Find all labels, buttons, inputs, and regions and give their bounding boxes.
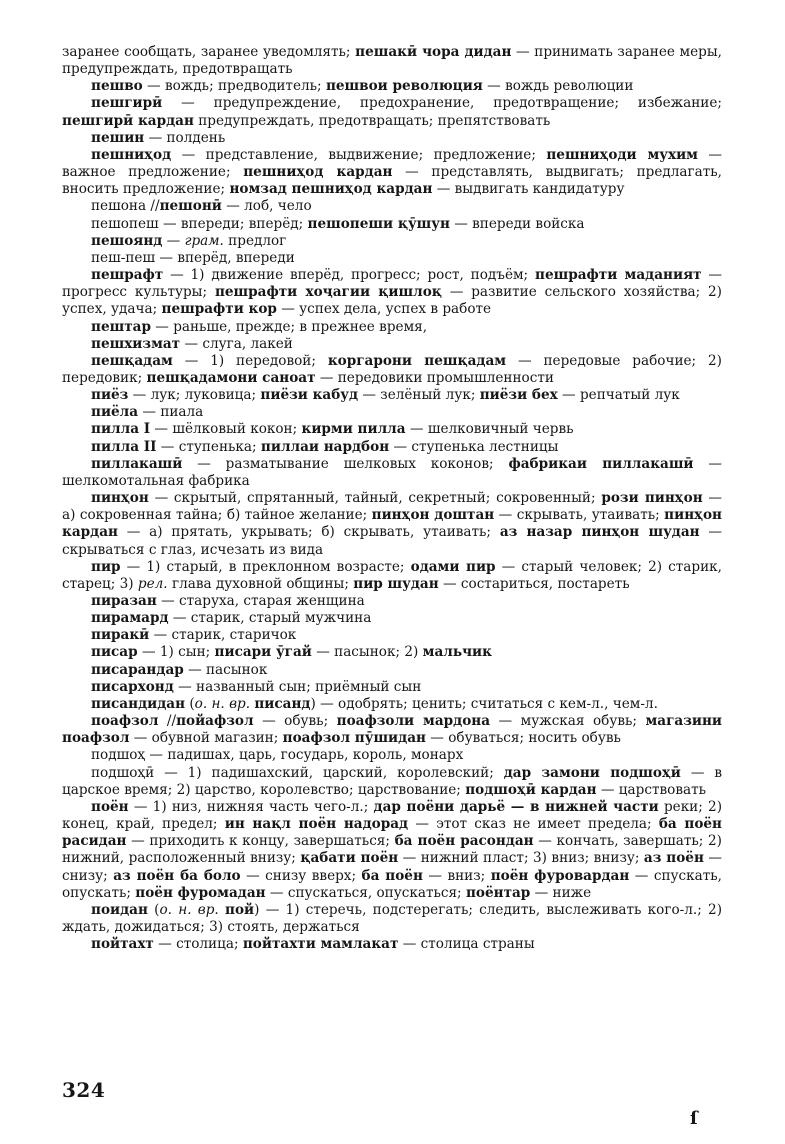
headword: пешрафти хоҷагии қишлоқ (214, 284, 442, 301)
definition-text: — разматывание шелковых коконов; (182, 455, 509, 472)
definition-text: — скрытый, спрятанный, тайный, секретный; сокровенный; (148, 490, 602, 507)
definition-text: — снизу вверх; (240, 867, 362, 884)
headword: пилла II (91, 438, 157, 455)
definition-text: — пасынок; 2) (311, 644, 423, 661)
definition-text: — мужская обувь; (490, 713, 646, 730)
headword: пойтахти мамлакат (242, 936, 399, 953)
definition-text: — столица страны (398, 936, 535, 953)
headword: дар замони подшоҳӣ (503, 764, 681, 781)
dictionary-entry (62, 490, 722, 559)
headword: пойтахт (91, 936, 154, 953)
definition-text: — шелкомотальная фабрика (62, 455, 722, 489)
headword: поёнтар (465, 884, 531, 901)
headword: қабати поён (300, 850, 399, 867)
headword: пиллаи нардбон (260, 438, 390, 455)
definition-text: — принимать заранее меры, предупреждать, предотвращать (62, 44, 722, 78)
dictionary-entry (62, 936, 722, 953)
definition-text: — вниз; (422, 867, 491, 884)
headword: поён фуровардан (490, 867, 630, 884)
definition-text: — спускать, опускать; (62, 867, 722, 901)
headword: аз назар пинҳон шудан (499, 524, 700, 541)
definition-text: — состариться, постареть (438, 575, 630, 592)
dictionary-entry (62, 799, 722, 902)
definition-text: — (162, 232, 185, 249)
definition-text: пеш-пеш — вперёд, впереди (91, 249, 295, 266)
headword: рози пинҳон (601, 490, 703, 507)
headword: аз поён ба боло (113, 867, 241, 884)
definition-text: пешопеш — впереди; вперёд; (91, 215, 308, 232)
definition-text: ( (147, 901, 160, 918)
headword: пинҳон (91, 490, 149, 507)
headword: мальчик (422, 644, 492, 661)
headword: пойафзол (176, 713, 254, 730)
definition-text: — царствовать (596, 781, 706, 798)
dictionary-entry (62, 610, 722, 627)
definition-text: — в царское время; 2) царство, королевство; царствование; (62, 764, 723, 798)
headword: аз поён (643, 850, 704, 867)
stray-print-mark: ſ (690, 1108, 698, 1129)
headword: поидан (91, 901, 148, 918)
headword: пинҳон кардан (62, 507, 722, 541)
grammar-label: о. н. вр. (194, 695, 251, 712)
dictionary-entry (62, 679, 722, 696)
definition-text: — а) прятать, укрывать; б) скрывать, утаивать; (117, 524, 500, 541)
definition-text: — представление, выдвижение; предложение; (171, 146, 547, 163)
dictionary-entry (62, 95, 722, 129)
definition-text: — зелёный лук; (358, 387, 480, 404)
dictionary-entry (62, 267, 722, 318)
headword: пиёзи кабуд (260, 387, 359, 404)
dictionary-entry (62, 421, 722, 438)
dictionary-entry (62, 456, 722, 490)
headword: поён (91, 798, 129, 815)
headword: пиразан (91, 593, 157, 609)
headword: пешоянд (91, 232, 163, 249)
definition-text: — нижний пласт; 3) вниз; внизу; (398, 850, 644, 867)
definition-text: ) — одобрять; ценить; считаться с кем-л., чем-л. (310, 695, 658, 712)
headword: номзад пешниҳод кардан (229, 181, 433, 198)
headword: писархонд (91, 678, 174, 695)
headword: пешакӣ чора дидан (355, 44, 512, 60)
definition-text: — передовики промышленности (315, 369, 554, 386)
dictionary-entry (62, 593, 722, 610)
headword: поафзоли мардона (336, 713, 491, 730)
definition-text: — слуга, лакей (180, 335, 293, 352)
dictionary-entry (62, 902, 722, 936)
definition-text: — кончать, завершать; 2) нижний, расположенный внизу; (62, 833, 722, 867)
definition-text: — 1) движение вперёд, прогресс; рост, подъём; (163, 267, 535, 284)
definition-text: пешона // (91, 198, 160, 215)
definition-text: — передовые рабочие; 2) передовик; (62, 352, 722, 386)
definition-text: — выдвигать кандидатуру (432, 181, 625, 198)
dictionary-entry (62, 319, 722, 336)
dictionary-entry (62, 353, 722, 387)
dictionary-entry (62, 662, 722, 679)
headword: поафзол (91, 713, 159, 730)
headword: пешвои революция (325, 78, 483, 95)
dictionary-entry (62, 44, 722, 78)
headword: пиллакашӣ (91, 455, 183, 472)
definition-text: — представлять, выдвигать; предлагать, вносить предложение; (62, 164, 722, 198)
definition-text: глава духовной общины; (167, 575, 354, 592)
headword: магазини поафзол (62, 713, 723, 747)
dictionary-entry (62, 198, 722, 215)
dictionary-entry (62, 336, 722, 353)
headword: пир шудан (353, 575, 439, 592)
definition-text: — 1) сын; (137, 644, 215, 661)
headword: пинҳон доштан (371, 507, 495, 524)
headword: пиёз (91, 387, 129, 404)
grammar-label: грам. (184, 232, 224, 249)
dictionary-entry (62, 130, 722, 147)
definition-text: — шелковичный червь (405, 421, 574, 438)
definition-text: — успех дела, успех в работе (276, 301, 492, 318)
definition-text: — впереди войска (449, 215, 585, 232)
headword: коргарони пешқадам (327, 352, 507, 369)
definition-text: — вождь; предводитель; (142, 78, 326, 95)
definition-text: — старик, старый мужчина (168, 610, 372, 627)
definition-text: подшоҳӣ — 1) падишахский, царский, королевский; (91, 764, 504, 781)
headword: пиёзи бех (479, 387, 558, 404)
headword: пешниҳоди мухим (546, 146, 698, 163)
headword: пешрафт (91, 267, 164, 284)
dictionary-entry (62, 765, 722, 799)
definition-text: — ступенька лестницы (389, 438, 559, 455)
definition-text: // (158, 713, 177, 730)
definition-text: — лук; луковица; (128, 387, 261, 404)
headword: пешниҳод (91, 146, 172, 163)
definition-text: — вождь революции (482, 78, 634, 95)
definition-text: — полдень (144, 129, 226, 146)
headword: поён фуромадан (135, 884, 266, 901)
definition-text: ( (185, 695, 195, 712)
definition-text: — репчатый лук (557, 387, 680, 404)
definition-text: заранее сообщать, заранее уведомлять; (62, 44, 356, 60)
definition-text: — раньше, прежде; в прежнее время, (150, 318, 428, 335)
headword: пешқадам (91, 352, 173, 369)
headword: ба поён (361, 867, 423, 884)
grammar-label: рел. (137, 575, 168, 592)
definition-text: — лоб, чело (221, 198, 312, 215)
headword: писанд (254, 695, 311, 712)
definition-text: — предупреждение, предохранение, предотвращение; избежание; (162, 95, 722, 112)
headword: пир (91, 558, 121, 575)
dictionary-entry (62, 713, 722, 747)
definition-text: — обувной магазин; (129, 730, 283, 747)
definition-text: — 1) передовой; (172, 352, 328, 369)
dictionary-entry (62, 147, 722, 198)
definition-text: — столица; (153, 936, 243, 953)
headword: одами пир (410, 558, 496, 575)
dictionary-entry (62, 233, 722, 250)
definition-text: — важное предложение; (62, 146, 722, 181)
headword: дар поёни дарьё — в нижней части (373, 798, 659, 815)
definition-text: — скрываться с глаз, исчезать из вида (62, 524, 722, 558)
headword: пешво (91, 78, 143, 95)
headword: ба поён расондан (394, 833, 534, 850)
headword: писари ӯгай (214, 644, 312, 661)
dictionary-entry (62, 559, 722, 593)
dictionary-entry (62, 216, 722, 233)
dictionary-entry (62, 439, 722, 456)
headword: пешин (91, 129, 145, 146)
definition-text: — обувь; (253, 713, 337, 730)
definition-text: — 1) старый, в преклонном возрасте; (120, 558, 411, 575)
headword: пешрафти маданият (535, 267, 702, 284)
definition-text: — приходить к концу, завершаться; (126, 833, 395, 850)
headword: пешгирӣ (91, 95, 163, 112)
headword: ба поён расидан (62, 816, 722, 850)
definition-text: — снизу; (62, 850, 722, 884)
definition-text: — пиала (138, 404, 204, 421)
definition-text: — прогресс культуры; (62, 267, 722, 301)
headword: пешхизмат (91, 335, 181, 352)
headword: подшоҳӣ кардан (465, 781, 597, 798)
definition-text: подшоҳ — падишах, царь, государь, король, монарх (91, 747, 464, 764)
grammar-label: о. н. вр. (159, 901, 219, 918)
dictionary-entry (62, 250, 722, 267)
dictionary-entry (62, 387, 722, 404)
dictionary-entry (62, 644, 722, 661)
definition-text: предупреждать, предотвращать; препятствовать (193, 112, 551, 129)
definition-text: ) — 1) стеречь, подстерегать; следить, выслеживать кого-л.; 2) ждать, дожидаться; 3) стоять, держаться (62, 901, 723, 935)
definition-text: предлог (223, 232, 287, 249)
headword: пешрафти кор (161, 301, 277, 318)
definition-text: — скрывать, утаивать; (494, 507, 665, 524)
headword: кирми пилла (301, 421, 406, 438)
page-number: 324 (62, 1078, 106, 1102)
definition-text: — развитие сельского хозяйства; 2) успех, удача; (62, 284, 722, 318)
headword: пой (225, 901, 255, 918)
definition-text: — спускаться, опускаться; (265, 884, 466, 901)
headword: ин нақл поён надорад (224, 816, 409, 833)
headword: пешонӣ (159, 198, 222, 215)
definition-text: — этот сказ не имеет предела; (408, 816, 659, 833)
dictionary-entries (62, 44, 722, 953)
headword: пешқадамони саноат (146, 369, 316, 386)
dictionary-entry (62, 78, 722, 95)
definition-text: — ступенька; (156, 438, 261, 455)
headword: пешниҳод кардан (243, 164, 393, 181)
definition-text: — обуваться; носить обувь (425, 730, 621, 747)
dictionary-entry (62, 404, 722, 421)
definition-text: — старый человек; 2) старик, старец; 3) (62, 558, 722, 592)
definition-text: — старик, старичок (149, 627, 297, 644)
dictionary-entry (62, 627, 722, 644)
headword: пилла I (91, 421, 151, 438)
headword: писар (91, 644, 138, 661)
definition-text: — старуха, старая женщина (156, 593, 365, 609)
definition-text: — ниже (530, 884, 592, 901)
definition-text: реки; 2) конец, край, предел; (62, 798, 723, 833)
headword: пиёла (91, 404, 139, 421)
definition-text: — названный сын; приёмный сын (173, 678, 422, 695)
dictionary-entry (62, 747, 722, 764)
headword: пиракӣ (91, 627, 150, 644)
definition-text: — а) сокровенная тайна; б) тайное желание; (62, 490, 723, 524)
dictionary-entry (62, 696, 722, 713)
headword: пирамард (91, 610, 169, 627)
headword: фабрикаи пиллакашӣ (508, 455, 694, 472)
headword: писандидан (91, 695, 186, 712)
headword: поафзол пӯшидан (282, 730, 426, 747)
definition-text: — 1) низ, нижняя часть чего-л.; (128, 798, 374, 815)
definition-text: — шёлковый кокон; (150, 421, 302, 438)
definition-text: — пасынок (183, 661, 268, 678)
headword: пешгирӣ кардан (62, 112, 194, 129)
headword: пештар (91, 318, 151, 335)
headword: пешопеши қӯшун (307, 215, 450, 232)
headword: писарандар (91, 661, 184, 678)
